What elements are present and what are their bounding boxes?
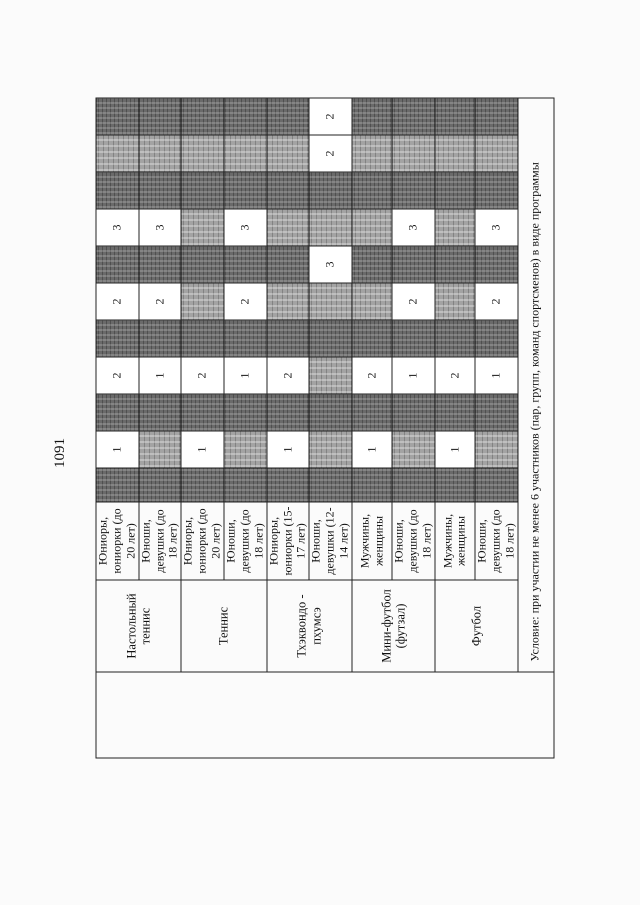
shaded-cell — [96, 320, 139, 357]
shaded-cell — [392, 394, 435, 431]
shaded-cell — [434, 394, 474, 431]
rank-cell: 2 — [351, 357, 391, 394]
rank-cell: 2 — [138, 283, 181, 320]
shaded-cell — [96, 172, 139, 209]
shaded-cell — [96, 468, 139, 502]
shaded-cell — [309, 283, 352, 320]
age-group: Юниоры, юниорки (до 20 лет) — [181, 502, 224, 580]
shaded-cell — [351, 98, 391, 135]
shaded-cell — [351, 394, 391, 431]
shaded-cell — [138, 320, 181, 357]
shaded-cell — [266, 468, 309, 502]
shaded-cell — [475, 98, 518, 135]
shaded-cell — [475, 246, 518, 283]
shaded-cell — [434, 172, 474, 209]
shaded-cell — [223, 246, 266, 283]
age-group: Юноши, девушки (12-14 лет) — [309, 502, 352, 580]
shaded-cell — [266, 98, 309, 135]
shaded-cell — [351, 209, 391, 246]
rank-cell: 2 — [434, 357, 474, 394]
shaded-cell — [309, 357, 352, 394]
rank-cell: 2 — [223, 283, 266, 320]
age-group: Юниоры, юниорки (15-17 лет) — [266, 502, 309, 580]
rank-cell: 1 — [392, 357, 435, 394]
rank-cell: 2 — [96, 357, 139, 394]
shaded-cell — [181, 209, 224, 246]
shaded-cell — [266, 283, 309, 320]
sport-name: Футбол — [434, 580, 517, 672]
shaded-cell — [434, 209, 474, 246]
sport-name: Настольный теннис — [96, 580, 181, 672]
shaded-cell — [434, 246, 474, 283]
shaded-cell — [223, 135, 266, 172]
shaded-cell — [181, 283, 224, 320]
shaded-cell — [392, 246, 435, 283]
rank-cell: 1 — [266, 431, 309, 468]
shaded-cell — [309, 468, 352, 502]
rank-cell: 1 — [96, 431, 139, 468]
rank-cell: 2 — [181, 357, 224, 394]
shaded-cell — [96, 394, 139, 431]
shaded-cell — [351, 320, 391, 357]
rank-cell: 1 — [138, 357, 181, 394]
shaded-cell — [96, 98, 139, 135]
sport-name: Мини-футбол (футзал) — [351, 580, 434, 672]
rank-cell: 1 — [223, 357, 266, 394]
shaded-cell — [434, 135, 474, 172]
shaded-cell — [223, 320, 266, 357]
shaded-cell — [475, 135, 518, 172]
shaded-cell — [434, 283, 474, 320]
shaded-cell — [266, 209, 309, 246]
shaded-cell — [351, 468, 391, 502]
condition-note: Условие: при участии не менее 6 участников (пар, групп, команд спортсменов) в виде программы — [517, 98, 553, 672]
rank-cell: 1 — [181, 431, 224, 468]
rank-cell: 2 — [475, 283, 518, 320]
page-number: 1091 — [51, 438, 68, 468]
rotated-table-area — [95, 113, 554, 758]
rank-cell: 2 — [266, 357, 309, 394]
shaded-cell — [138, 468, 181, 502]
shaded-cell — [392, 431, 435, 468]
shaded-cell — [181, 172, 224, 209]
competition-table — [95, 97, 554, 758]
age-group: Мужчины, женщины — [434, 502, 474, 580]
sport-name: Теннис — [181, 580, 266, 672]
shaded-cell — [138, 98, 181, 135]
shaded-cell — [309, 394, 352, 431]
shaded-cell — [434, 320, 474, 357]
rank-cell: 2 — [392, 283, 435, 320]
shaded-cell — [351, 283, 391, 320]
table-row — [266, 98, 309, 758]
shaded-cell — [392, 98, 435, 135]
rank-cell: 3 — [96, 209, 139, 246]
shaded-cell — [181, 468, 224, 502]
shaded-cell — [138, 431, 181, 468]
age-group: Юноши, девушки (до 18 лет) — [392, 502, 435, 580]
age-group: Юниоры, юниорки (до 20 лет) — [96, 502, 139, 580]
rank-cell: 3 — [309, 246, 352, 283]
table-row — [181, 98, 224, 758]
shaded-cell — [309, 209, 352, 246]
shaded-cell — [351, 135, 391, 172]
shaded-cell — [434, 468, 474, 502]
shaded-cell — [96, 246, 139, 283]
shaded-cell — [351, 172, 391, 209]
shaded-cell — [392, 468, 435, 502]
shaded-cell — [181, 320, 224, 357]
shaded-cell — [475, 468, 518, 502]
rank-cell: 2 — [96, 283, 139, 320]
shaded-cell — [223, 431, 266, 468]
shaded-cell — [266, 394, 309, 431]
shaded-cell — [266, 172, 309, 209]
shaded-cell — [266, 320, 309, 357]
shaded-cell — [475, 394, 518, 431]
shaded-cell — [475, 172, 518, 209]
sport-name: Тхэквондо - пхумсэ — [266, 580, 351, 672]
shaded-cell — [434, 98, 474, 135]
shaded-cell — [475, 320, 518, 357]
rank-cell: 2 — [309, 135, 352, 172]
shaded-cell — [223, 98, 266, 135]
rank-cell: 3 — [475, 209, 518, 246]
shaded-cell — [181, 98, 224, 135]
shaded-cell — [309, 172, 352, 209]
age-group: Юноши, девушки (до 18 лет) — [138, 502, 181, 580]
condition-row — [517, 98, 553, 758]
shaded-cell — [138, 246, 181, 283]
shaded-cell — [392, 135, 435, 172]
shaded-cell — [223, 172, 266, 209]
shaded-cell — [309, 431, 352, 468]
rank-cell: 3 — [392, 209, 435, 246]
shaded-cell — [96, 135, 139, 172]
rank-cell: 1 — [434, 431, 474, 468]
shaded-cell — [138, 394, 181, 431]
shaded-cell — [266, 135, 309, 172]
shaded-cell — [266, 246, 309, 283]
age-group: Мужчины, женщины — [351, 502, 391, 580]
rank-cell: 2 — [309, 98, 352, 135]
age-group: Юноши, девушки (до 18 лет) — [223, 502, 266, 580]
age-group: Юноши, девушки (до 18 лет) — [475, 502, 518, 580]
shaded-cell — [181, 135, 224, 172]
shaded-cell — [351, 246, 391, 283]
shaded-cell — [138, 135, 181, 172]
blank-column — [96, 672, 554, 758]
rank-cell: 3 — [223, 209, 266, 246]
shaded-cell — [223, 468, 266, 502]
rank-cell: 3 — [138, 209, 181, 246]
shaded-cell — [138, 172, 181, 209]
shaded-cell — [223, 394, 266, 431]
shaded-cell — [181, 246, 224, 283]
table-row — [434, 98, 474, 758]
shaded-cell — [392, 172, 435, 209]
shaded-cell — [392, 320, 435, 357]
shaded-cell — [475, 431, 518, 468]
table-row — [351, 98, 391, 758]
shaded-cell — [181, 394, 224, 431]
rank-cell: 1 — [351, 431, 391, 468]
rank-cell: 1 — [475, 357, 518, 394]
shaded-cell — [309, 320, 352, 357]
table-row — [96, 98, 139, 758]
